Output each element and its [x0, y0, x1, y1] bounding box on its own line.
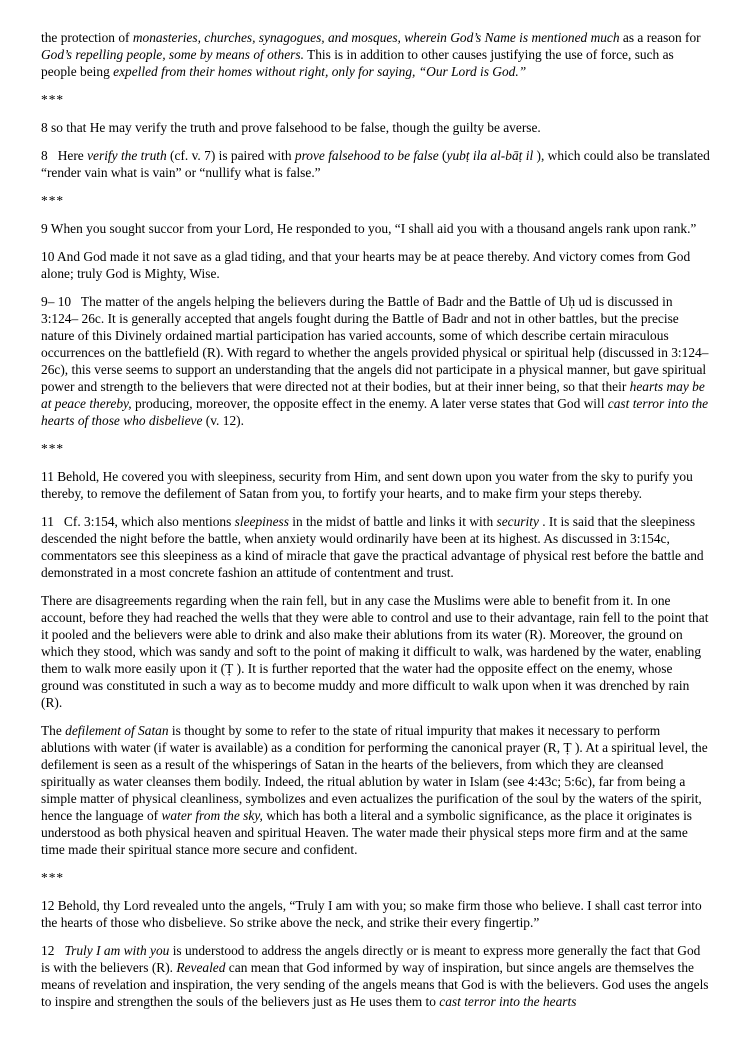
verse-paragraph: 11 Behold, He covered you with sleepiness, security from Him, and sent down upon you water from the sky to purify you thereby, to remove the defilement of Satan from you, to fortify your hearts, and to make firm your steps thereby. — [41, 469, 693, 501]
document-content — [41, 29, 710, 1010]
commentary-paragraph: 9– 10 The matter of the angels helping the believers during the Battle of Badr and the Battle of Uḥ ud is discussed in 3:124– 26c. It is generally accepted that angels fought during the Battle of Badr and not in other battles, but the precise nature of this Divinely ordained martial participation has varied accounts, some of which describe certain miraculous occurrences on the battlefield (R). With regard to whether the angels provided physical or spiritual help (discussed in 3:124– 26c), this verse seems to support an understanding that the angels did not participate in a physical manner, but gave spiritual power and strength to the believers that were directed not at their bodies, but at their inner being, so that their hearts may be at peace thereby, producing, moreover, the opposite effect in the enemy. A later verse states that God will cast terror into the hearts of those who disbelieve (v. 12). — [41, 294, 709, 428]
commentary-paragraph: 12 Truly I am with you is understood to address the angels directly or is meant to express more generally the fact that God is with the believers (R). Revealed can mean that God informed by way of inspiration, but since angels are themselves the means of revelation and inspiration, the very sending of the angels means that God is with the believers. God uses the angels to inspire and strengthen the souls of the believers just as He uses them to cast terror into the hearts — [41, 943, 709, 1009]
verse-paragraph: 8 so that He may verify the truth and prove falsehood to be false, though the guilty be averse. — [41, 120, 541, 135]
body-paragraph: the protection of monasteries, churches, synagogues, and mosques, wherein God’s Name is mentioned much as a reason for God’s repelling people, some by means of others. This is in addition to other causes justifying the use of force, such as people being expelled from their homes without right, only for saying, “Our Lord is God.” — [41, 30, 701, 79]
section-separator: *** — [41, 870, 65, 885]
section-separator: *** — [41, 441, 65, 456]
section-separator: *** — [41, 193, 65, 208]
verse-paragraph: 9 When you sought succor from your Lord, He responded to you, “I shall aid you with a thousand angels rank upon rank.” — [41, 221, 697, 236]
commentary-paragraph: 11 Cf. 3:154, which also mentions sleepiness in the midst of battle and links it with security . It is said that the sleepiness descended the night before the battle, when anxiety would ordinarily have been at its highest. As discussed in 3:154c, commentators see this sleepiness as a kind of miracle that gave the practical advantage of physical rest before the battle and demonstrated in a most concrete fashion an attitude of contentment and trust. — [41, 514, 704, 580]
verse-paragraph: 12 Behold, thy Lord revealed unto the angels, “Truly I am with you; so make firm those who believe. I shall cast terror into the hearts of those who disbelieve. So strike above the neck, and strike their every fingertip.” — [41, 898, 702, 930]
commentary-paragraph: There are disagreements regarding when the rain fell, but in any case the Muslims were able to benefit from it. In one account, before they had reached the wells that they were able to control and use to their advantage, rain fell to the point that it pooled and the believers were able to drink and also make their ablutions from its water (R). Moreover, the ground on which they stood, which was sandy and soft to the point of making it difficult to walk, was hardened by the water, enabling them to walk more easily upon it (Ṭ ). It is further reported that the water had the opposite effect on the enemy, whose ground was constituted in such a way as to become muddy and more difficult to walk upon when it was drenched by rain (R). — [41, 593, 709, 710]
commentary-paragraph: The defilement of Satan is thought by some to refer to the state of ritual impurity that makes it necessary to perform ablutions with water (if water is available) as a condition for performing the canonical prayer (R, Ṭ ). At a spiritual level, the defilement is seen as a result of the whisperings of Satan in the hearts of the believers, from which they are cleansed spiritually as water cleanses them bodily. Indeed, the ritual ablution by water in Islam (see 4:43c; 5:6c), far from being a simple matter of physical cleanliness, symbolizes and even actualizes the purification of the soul by the waters of the spirit, hence the language of water from the sky, which has both a literal and a symbolic significance, as the place it originates is understood as both physical heaven and spiritual Heaven. The water made their physical steps more firm and at the same time made their spiritual stance more secure and confident. — [41, 723, 708, 857]
section-separator: *** — [41, 92, 65, 107]
commentary-paragraph: 8 Here verify the truth (cf. v. 7) is paired with prove falsehood to be false (yubṭ ila al-bāṭ il ), which could also be translated “render vain what is vain” or “nullify what is false.” — [41, 148, 710, 180]
verse-paragraph: 10 And God made it not save as a glad tiding, and that your hearts may be at peace thereby. And victory comes from God alone; truly God is Mighty, Wise. — [41, 249, 691, 281]
